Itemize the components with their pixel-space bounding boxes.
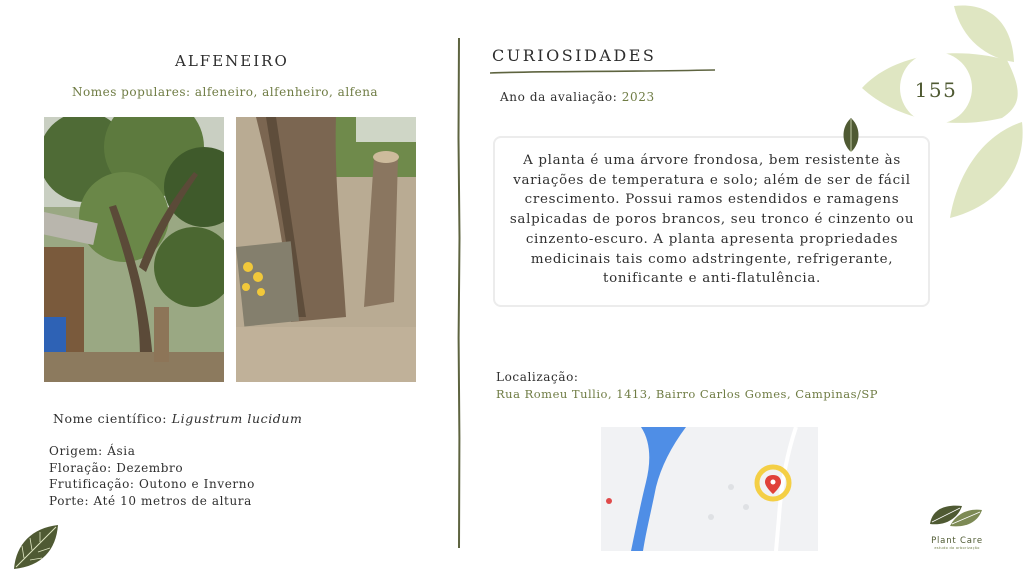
curiosities-text: A planta é uma árvore frondosa, bem resistente às variações de temperatura e solo; além de ser de fácil crescimento. Possui ramos estendidos e ramagens salpicadas de poros brancos, seu tronco é cinzento ou cinzento-escuro. A planta apresenta propriedades medicinais tais como adstringente, refrigerante, tonificante e anti-flatulência.: [509, 153, 915, 287]
logo-name: Plant Care: [931, 536, 983, 546]
evaluation-year: [500, 90, 655, 104]
leaf-icon: [10, 522, 62, 572]
location-label: Localização:: [496, 370, 579, 384]
title-underline: [490, 68, 715, 76]
flowering: Floração: Dezembro: [49, 460, 184, 475]
plant-facts: [49, 443, 255, 509]
plant-title: ALFENEIRO: [175, 52, 289, 70]
year-label: Ano da avaliação:: [500, 90, 622, 104]
plant-number: 155: [914, 78, 958, 102]
popular-names-value: alfeneiro, alfenheiro, alfena: [194, 85, 379, 99]
plant-care-logo: [922, 500, 992, 552]
scientific-label: Nome científico:: [53, 411, 172, 426]
scientific-value: Ligustrum lucidum: [171, 411, 303, 426]
location-map[interactable]: [601, 427, 818, 551]
year-value: 2023: [621, 90, 655, 104]
vertical-divider: [456, 38, 462, 548]
logo-tagline: estudo da arborização: [934, 546, 980, 550]
fruiting: Frutificação: Outono e Inverno: [49, 477, 255, 491]
scientific-name: [53, 411, 303, 426]
tree-photo: [44, 117, 224, 382]
location-address: Rua Romeu Tullio, 1413, Bairro Carlos Gomes, Campinas/SP: [496, 387, 879, 401]
curiosities-title: CURIOSIDADES: [492, 46, 657, 65]
plant-care-logo-icon: [922, 500, 992, 530]
leaf-badge: [862, 0, 1024, 226]
popular-names: [72, 85, 378, 99]
popular-names-label: Nomes populares:: [72, 85, 195, 99]
leaf-icon: [840, 117, 862, 153]
trunk-photo: [236, 117, 416, 382]
size: Porte: Até 10 metros de altura: [49, 493, 252, 508]
origin: Origem: Ásia: [49, 444, 136, 458]
